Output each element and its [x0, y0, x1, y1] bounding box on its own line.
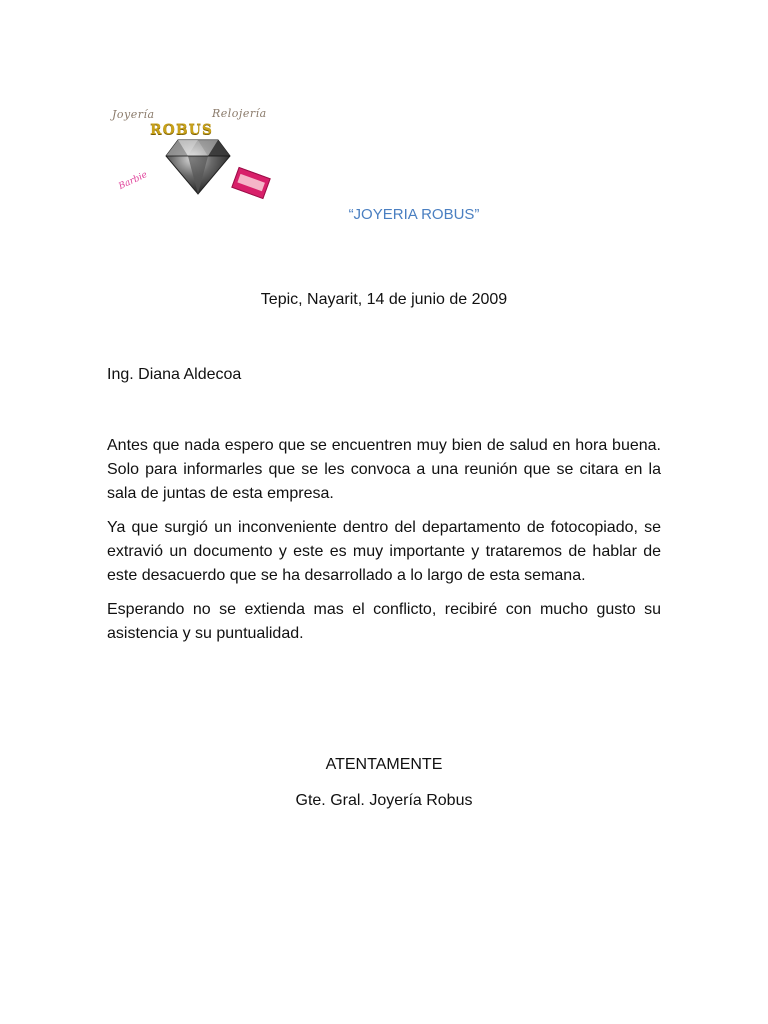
date-line: Tepic, Nayarit, 14 de junio de 2009 [260, 291, 508, 308]
logo-brand: ROBUS [150, 122, 213, 138]
logo-script-right: Relojería [212, 107, 267, 120]
letter-body [107, 434, 661, 656]
diamond-icon [164, 136, 232, 196]
logo-pink-tag: Barbie [117, 170, 149, 192]
paragraph-3: Esperando no se extienda mas el conflicto, recibiré con mucho gusto su asistencia y su puntualidad. [107, 601, 661, 642]
paragraph-2: Ya que surgió un inconveniente dentro del departamento de fotocopiado, se extravió un documento y este es muy importante y trataremos de hablar de este desacuerdo que se ha desarrollado a lo largo de esta semana. [107, 519, 661, 584]
addressee: Ing. Diana Aldecoa [107, 366, 242, 383]
logo-pink-box [231, 167, 270, 199]
signature: Gte. Gral. Joyería Robus [295, 792, 473, 809]
closing: ATENTAMENTE [325, 756, 443, 773]
logo-script-left: Joyería [112, 108, 155, 121]
paragraph-1: Antes que nada espero que se encuentren muy bien de salud en hora buena. Solo para informarles que se les convoca a una reunión que se citara en la sala de juntas de esta empresa. [107, 437, 661, 502]
company-title: “JOYERIA ROBUS” [348, 206, 480, 223]
company-logo [104, 100, 284, 210]
